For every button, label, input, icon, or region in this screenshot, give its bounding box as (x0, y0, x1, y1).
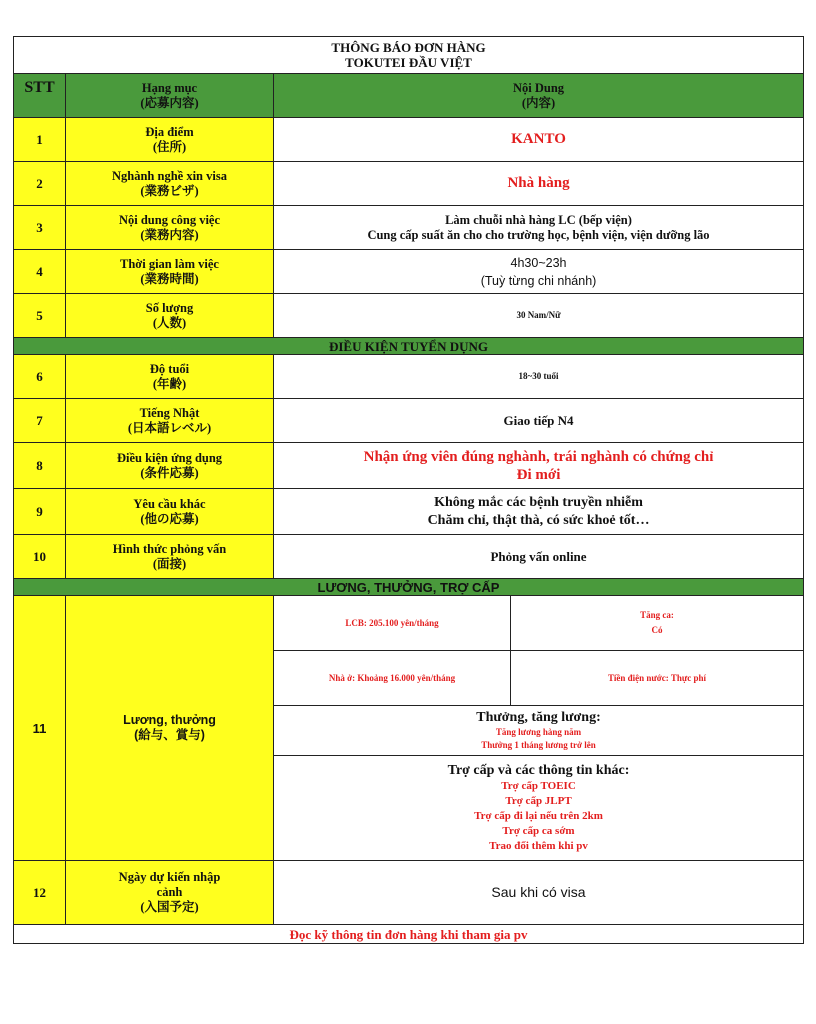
job-order-table (13, 36, 804, 944)
bonus-item: Thưởng 1 tháng lương trở lên (481, 740, 596, 750)
row-content: Nhà hàng (274, 162, 804, 206)
title-line-1: THÔNG BÁO ĐƠN HÀNG (331, 40, 486, 55)
section-conditions: ĐIỀU KIỆN TUYỂN DỤNG (14, 338, 804, 355)
row-category: Độ tuổi (年齢) (66, 355, 274, 399)
row-category: Hình thức phỏng vấn (面接) (66, 535, 274, 579)
table-row (14, 250, 804, 294)
row-content: Giao tiếp N4 (274, 399, 804, 443)
allowance-item: Trợ cấp TOEIC (501, 780, 576, 792)
table-row (14, 399, 804, 443)
row-content: KANTO (274, 118, 804, 162)
allowance-block (274, 756, 804, 861)
row-category: Điều kiện ứng dụng (条件応募) (66, 443, 274, 489)
housing: Nhà ở: Khoảng 16.000 yên/tháng (274, 651, 511, 706)
document-title (14, 37, 804, 74)
column-header-row (14, 74, 804, 118)
title-row (14, 37, 804, 74)
footer-row (14, 925, 804, 944)
row-content: 4h30~23h (Tuỳ từng chi nhánh) (274, 250, 804, 294)
allowance-item: Trao đổi thêm khi pv (489, 840, 588, 852)
table-row (14, 535, 804, 579)
row-number: 11 (14, 596, 66, 861)
table-row (14, 861, 804, 925)
row-category: Địa điểm (住所) (66, 118, 274, 162)
row-category: Yêu cầu khác (他の応募) (66, 489, 274, 535)
table-row (14, 118, 804, 162)
bonus-item: Tăng lương hàng năm (495, 727, 582, 737)
allowance-item: Trợ cấp ca sớm (502, 825, 575, 837)
utilities: Tiền điện nước: Thực phí (511, 651, 804, 706)
row-number: 9 (14, 489, 66, 535)
table-row (14, 355, 804, 399)
row-category: Nội dung công việc (業務内容) (66, 206, 274, 250)
section-row (14, 579, 804, 596)
row-number: 1 (14, 118, 66, 162)
section-salary: LƯƠNG, THƯỞNG, TRỢ CẤP (14, 579, 804, 596)
row-content: Nhận ứng viên đúng nghành, trái nghành có chứng chỉ Đi mới (274, 443, 804, 489)
row-content: Làm chuỗi nhà hàng LC (bếp viện) Cung cấp suất ăn cho cho trường học, bệnh viện, viện dưỡng lão (274, 206, 804, 250)
allowance-title: Trợ cấp và các thông tin khác: (447, 763, 630, 778)
table-row (14, 162, 804, 206)
footer-note: Đọc kỹ thông tin đơn hàng khi tham gia pv (14, 925, 804, 944)
col-header-category: Hạng mục (応募内容) (66, 74, 274, 118)
row-number: 8 (14, 443, 66, 489)
row-content: Sau khi có visa (274, 861, 804, 925)
row-category: Tiếng Nhật (日本語レベル) (66, 399, 274, 443)
row-content: 18~30 tuổi (274, 355, 804, 399)
table-row (14, 443, 804, 489)
row-number: 7 (14, 399, 66, 443)
row-number: 12 (14, 861, 66, 925)
title-line-2: TOKUTEI ĐẦU VIỆT (345, 55, 472, 70)
table-row (14, 206, 804, 250)
row-content: Không mắc các bệnh truyền nhiễm Chăm chỉ, thật thà, có sức khoẻ tốt… (274, 489, 804, 535)
allowance-item: Trợ cấp đi lại nếu trên 2km (474, 810, 603, 822)
base-salary: LCB: 205.100 yên/tháng (274, 596, 511, 651)
salary-row (14, 596, 804, 651)
bonus-block (274, 706, 804, 756)
row-number: 2 (14, 162, 66, 206)
overtime: Tăng ca: Có (511, 596, 804, 651)
table-row (14, 489, 804, 535)
row-category: Lương, thưởng (給与、賞与) (66, 596, 274, 861)
allowance-item: Trợ cấp JLPT (505, 795, 572, 807)
row-number: 6 (14, 355, 66, 399)
row-number: 4 (14, 250, 66, 294)
row-number: 5 (14, 294, 66, 338)
col-header-content: Nội Dung (内容) (274, 74, 804, 118)
row-content: Phỏng vấn online (274, 535, 804, 579)
section-row (14, 338, 804, 355)
row-category: Nghành nghề xin visa (業務ビザ) (66, 162, 274, 206)
row-category: Số lượng (人数) (66, 294, 274, 338)
row-number: 3 (14, 206, 66, 250)
row-category: Thời gian làm việc (業務時間) (66, 250, 274, 294)
bonus-title: Thưởng, tăng lương: (476, 710, 601, 725)
row-content: 30 Nam/Nữ (274, 294, 804, 338)
row-number: 10 (14, 535, 66, 579)
table-row (14, 294, 804, 338)
row-category: Ngày dự kiến nhập cảnh (入国予定) (66, 861, 274, 925)
col-header-stt: STT (14, 74, 66, 118)
